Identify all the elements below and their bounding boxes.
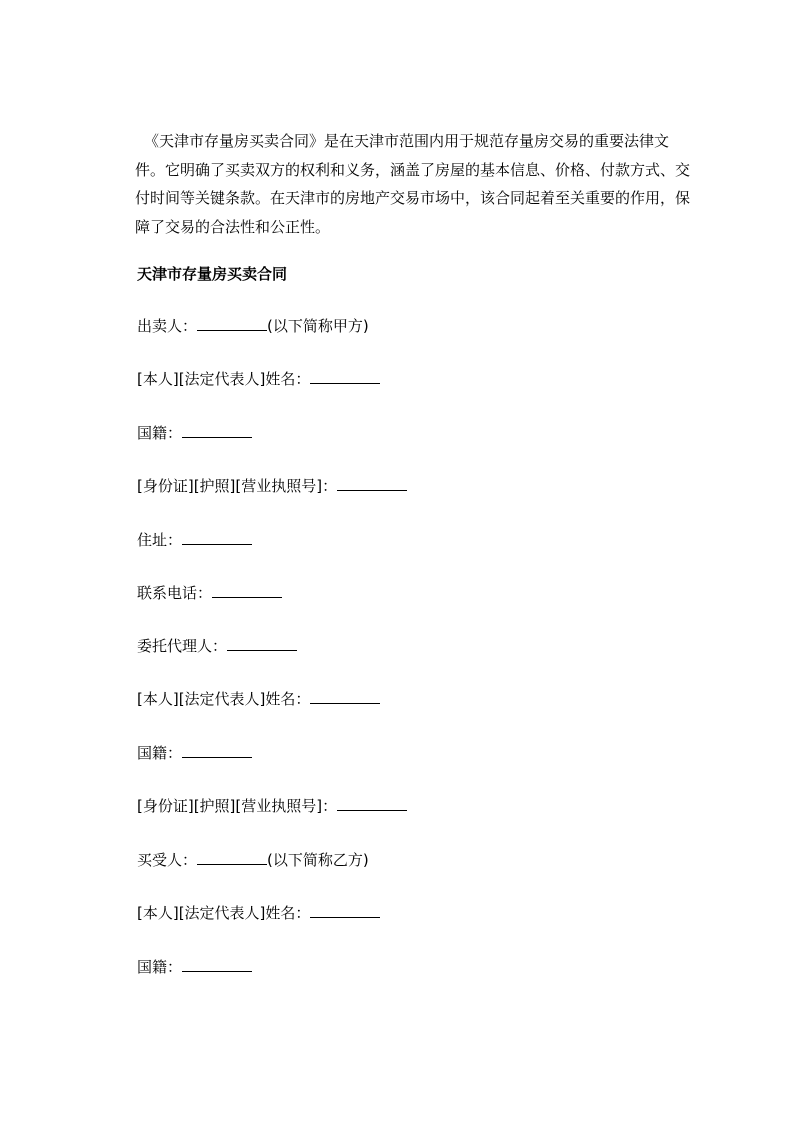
field-seller-name <box>137 369 380 389</box>
blank-line <box>227 636 297 651</box>
field-agent-id <box>137 796 407 816</box>
field-agent <box>137 636 297 656</box>
intro-paragraph <box>137 127 699 241</box>
field-label: 国籍： <box>137 958 183 976</box>
blank-line <box>310 903 380 918</box>
field-agent-nationality <box>137 743 252 763</box>
field-label: 联系电话： <box>137 584 213 602</box>
field-label: [本人][法定代表人]姓名： <box>137 904 311 922</box>
blank-line <box>182 530 252 545</box>
field-buyer-nationality <box>137 957 252 977</box>
blank-line <box>310 689 380 704</box>
field-seller-phone <box>137 583 282 603</box>
field-buyer-name <box>137 903 380 923</box>
field-suffix: (以下简称甲方) <box>267 317 369 335</box>
field-label: [身份证][护照][营业执照号]： <box>137 797 338 815</box>
field-label: 住址： <box>137 531 183 549</box>
blank-line <box>337 796 407 811</box>
field-seller <box>137 316 369 336</box>
field-label: [身份证][护照][营业执照号]： <box>137 477 338 495</box>
field-label: 国籍： <box>137 424 183 442</box>
blank-line <box>310 369 380 384</box>
field-suffix: (以下简称乙方) <box>267 851 369 869</box>
field-label: 国籍： <box>137 744 183 762</box>
blank-line <box>197 850 267 865</box>
field-label: [本人][法定代表人]姓名： <box>137 370 311 388</box>
field-label: 买受人： <box>137 851 198 869</box>
blank-line <box>337 476 407 491</box>
intro-line: 障了交易的合法性和公正性。 <box>135 217 331 236</box>
field-seller-nationality <box>137 423 252 443</box>
blank-line <box>182 743 252 758</box>
contract-title: 天津市存量房买卖合同 <box>137 265 288 283</box>
blank-line <box>182 423 252 438</box>
field-label: [本人][法定代表人]姓名： <box>137 690 311 708</box>
field-label: 出卖人： <box>137 317 198 335</box>
field-seller-address <box>137 530 252 550</box>
field-label: 委托代理人： <box>137 637 228 655</box>
blank-line <box>182 957 252 972</box>
intro-line: 《天津市存量房买卖合同》是在天津市范围内用于规范存量房交易的重要法律文 <box>144 132 670 150</box>
blank-line <box>197 316 267 331</box>
field-seller-id <box>137 476 407 496</box>
intro-line: 付时间等关键条款。在天津市的房地产交易市场中，该合同起着至关重要的作用，保 <box>135 189 691 207</box>
intro-line: 件。它明确了买卖双方的权利和义务，涵盖了房屋的基本信息、价格、付款方式、交 <box>135 160 691 179</box>
blank-line <box>212 583 282 598</box>
field-buyer <box>137 850 369 870</box>
field-agent-name <box>137 689 380 709</box>
